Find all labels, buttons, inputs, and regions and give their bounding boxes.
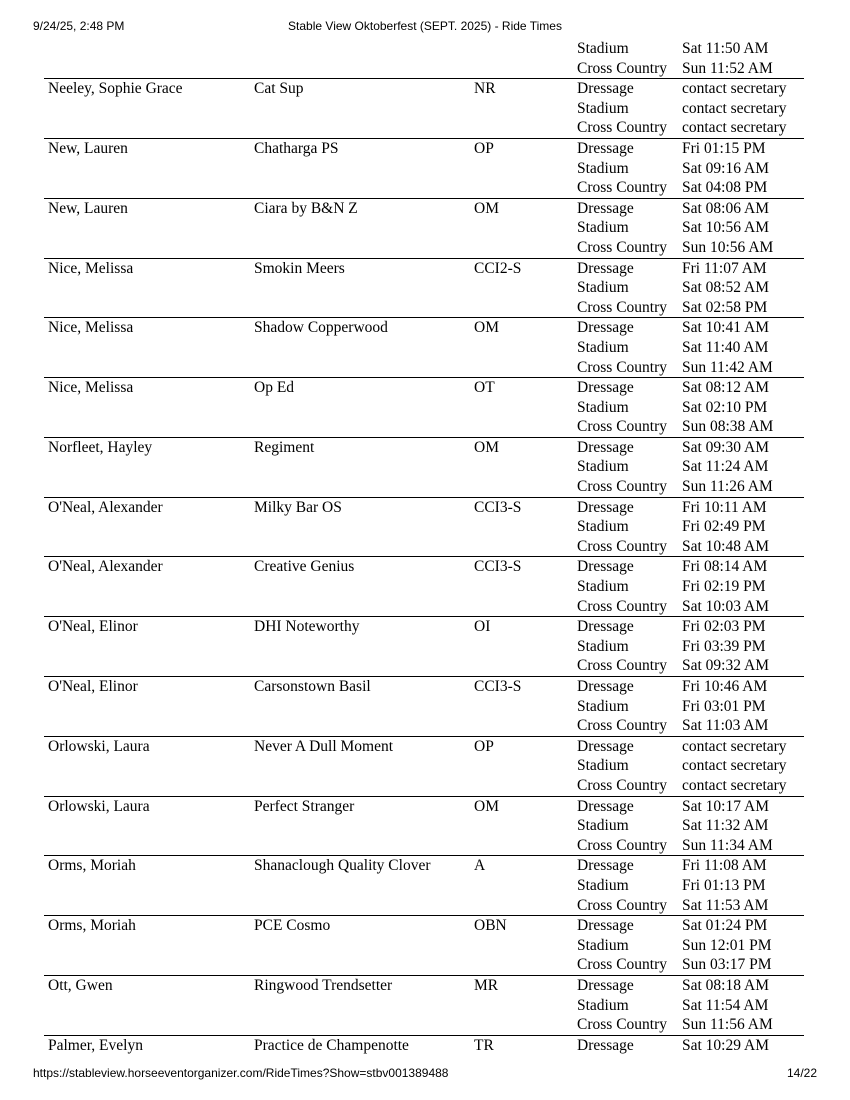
ride-time: Sat 10:41 AM — [682, 319, 769, 337]
ride-time: Sun 11:26 AM — [682, 478, 773, 496]
print-datetime: 9/24/25, 2:48 PM — [33, 19, 125, 33]
rider-name: Palmer, Evelyn — [48, 1036, 143, 1054]
rider-name: Orms, Moriah — [48, 917, 136, 935]
test-name: Dressage — [577, 917, 634, 935]
ride-time: contact secretary — [682, 737, 787, 755]
ride-line — [44, 637, 804, 657]
rider-name: Nice, Melissa — [48, 259, 134, 277]
ride-line — [44, 776, 804, 796]
test-name: Stadium — [577, 398, 629, 416]
test-name: Stadium — [577, 99, 629, 117]
print-url: https://stableview.horseeventorganizer.com/RideTimes?Show=stbv001389488 — [33, 1066, 449, 1080]
test-name: Dressage — [577, 797, 634, 815]
ride-time: Fri 11:08 AM — [682, 857, 767, 875]
ride-time: Sat 11:53 AM — [682, 896, 769, 914]
test-name: Cross Country — [577, 776, 667, 794]
ride-time: Sat 10:17 AM — [682, 797, 769, 815]
division: OP — [474, 139, 494, 157]
test-name: Stadium — [577, 757, 629, 775]
ride-time: Fri 11:07 AM — [682, 259, 767, 277]
test-name: Dressage — [577, 438, 634, 456]
ride-line — [44, 577, 804, 597]
test-name: Dressage — [577, 678, 634, 695]
rider-name: O'Neal, Alexander — [48, 558, 163, 576]
test-name: Stadium — [577, 279, 629, 297]
division: OP — [474, 737, 494, 755]
entry-row — [44, 855, 804, 915]
division: CCI3-S — [474, 498, 522, 516]
ride-time: Sun 11:42 AM — [682, 358, 773, 376]
test-name: Cross Country — [577, 657, 667, 675]
ride-line — [44, 118, 804, 138]
ride-time: Sat 11:54 AM — [682, 996, 769, 1014]
division: CCI2-S — [474, 259, 522, 277]
test-name: Cross Country — [577, 956, 667, 974]
ride-line — [44, 955, 804, 975]
ride-time: Sat 10:29 AM — [682, 1036, 769, 1054]
ride-time: Sat 09:16 AM — [682, 159, 769, 177]
division: OI — [474, 618, 491, 636]
ride-time: Fri 01:15 PM — [682, 139, 766, 157]
ride-line — [44, 79, 804, 99]
ride-line — [44, 218, 804, 238]
ride-line — [44, 856, 804, 876]
ride-time: Sat 08:12 AM — [682, 379, 769, 397]
test-name: Stadium — [577, 697, 629, 715]
ride-time: Sat 08:18 AM — [682, 976, 769, 994]
ride-time: Sat 11:40 AM — [682, 338, 769, 356]
division: A — [474, 857, 486, 875]
print-header — [0, 19, 850, 35]
horse-name: Op Ed — [254, 379, 295, 397]
horse-name: Milky Bar OS — [254, 498, 342, 516]
test-name: Dressage — [577, 259, 634, 277]
ride-line — [44, 238, 804, 258]
horse-name: Practice de Champenotte — [254, 1036, 409, 1054]
ride-time: Sun 11:34 AM — [682, 836, 773, 854]
horse-name: Creative Genius — [254, 558, 355, 576]
ride-line — [44, 1015, 804, 1035]
horse-name: Regiment — [254, 438, 315, 456]
ride-line — [44, 816, 804, 836]
ride-line — [44, 338, 804, 358]
print-footer — [0, 1066, 850, 1082]
test-name: Stadium — [577, 219, 629, 237]
test-name: Stadium — [577, 518, 629, 536]
ride-time: Fri 10:46 AM — [682, 678, 768, 695]
horse-name: Ciara by B&N Z — [254, 199, 358, 217]
ride-time: Sat 02:58 PM — [682, 298, 768, 316]
ride-line — [44, 557, 804, 577]
entry-row — [44, 437, 804, 497]
horse-name: Chatharga PS — [254, 139, 339, 157]
ride-line — [44, 99, 804, 119]
ride-line — [44, 597, 804, 617]
ride-times-table — [44, 39, 804, 1055]
ride-time: Sun 11:56 AM — [682, 1016, 773, 1034]
ride-time: Fri 01:13 PM — [682, 876, 766, 894]
test-name: Stadium — [577, 637, 629, 655]
entries-list — [44, 78, 804, 1055]
horse-name: Carsonstown Basil — [254, 678, 371, 695]
entry-row — [44, 78, 804, 138]
division: OM — [474, 797, 499, 815]
rider-name: Orms, Moriah — [48, 857, 136, 875]
entry-row — [44, 915, 804, 975]
test-name: Dressage — [577, 1036, 634, 1054]
ride-line — [44, 916, 804, 936]
ride-line — [44, 438, 804, 458]
test-name: Cross Country — [577, 597, 667, 615]
ride-time: Sat 11:24 AM — [682, 458, 769, 476]
test-name: Stadium — [577, 578, 629, 596]
ride-time: Fri 02:49 PM — [682, 518, 766, 536]
ride-time: Fri 03:01 PM — [682, 697, 766, 715]
entry-row — [44, 497, 804, 557]
test-name: Cross Country — [577, 59, 667, 77]
test-name: Cross Country — [577, 836, 667, 854]
ride-line — [44, 836, 804, 856]
test-name: Stadium — [577, 159, 629, 177]
ride-line — [44, 996, 804, 1016]
horse-name: DHI Noteworthy — [254, 618, 360, 636]
entry-row — [44, 258, 804, 318]
ride-line — [44, 278, 804, 298]
ride-line — [44, 378, 804, 398]
test-name: Dressage — [577, 319, 634, 337]
rider-name: Neeley, Sophie Grace — [48, 80, 183, 98]
ride-time: Sat 11:50 AM — [682, 40, 769, 57]
test-name: Cross Country — [577, 896, 667, 914]
ride-line — [44, 298, 804, 318]
division: NR — [474, 80, 496, 98]
horse-name: Never A Dull Moment — [254, 737, 394, 755]
ride-time: Sun 08:38 AM — [682, 418, 774, 436]
test-name: Stadium — [577, 936, 629, 954]
horse-name: Shanaclough Quality Clover — [254, 857, 431, 875]
ride-time: Fri 10:11 AM — [682, 498, 767, 516]
horse-name: Perfect Stranger — [254, 797, 355, 815]
ride-line — [44, 477, 804, 497]
ride-line — [44, 677, 804, 697]
page-number: 14/22 — [786, 1066, 817, 1080]
entry-row — [44, 1035, 804, 1056]
ride-time: contact secretary — [682, 757, 787, 775]
test-name: Cross Country — [577, 478, 667, 496]
horse-name: Cat Sup — [254, 80, 304, 98]
entry-row — [44, 676, 804, 736]
ride-line — [44, 896, 804, 916]
division: TR — [474, 1036, 494, 1054]
ride-line — [44, 716, 804, 736]
ride-line — [44, 199, 804, 219]
ride-line — [44, 876, 804, 896]
ride-line — [44, 976, 804, 996]
ride-line — [44, 697, 804, 717]
division: OM — [474, 319, 499, 337]
test-name: Dressage — [577, 498, 634, 516]
horse-name: PCE Cosmo — [254, 917, 331, 935]
entry-row — [44, 616, 804, 676]
ride-line — [44, 737, 804, 757]
test-name: Dressage — [577, 139, 634, 157]
test-name: Dressage — [577, 558, 634, 576]
ride-line — [44, 797, 804, 817]
ride-time: contact secretary — [682, 776, 787, 794]
ride-time: Sun 03:17 PM — [682, 956, 772, 974]
ride-time: Sat 02:10 PM — [682, 398, 768, 416]
division: OT — [474, 379, 495, 397]
ride-time: Sun 11:52 AM — [682, 59, 773, 77]
ride-line — [44, 417, 804, 437]
test-name: Cross Country — [577, 238, 667, 256]
ride-line — [44, 59, 804, 79]
rider-name: O'Neal, Elinor — [48, 618, 138, 636]
test-name: Stadium — [577, 817, 629, 835]
ride-line — [44, 617, 804, 637]
test-name: Stadium — [577, 338, 629, 356]
rider-name: Nice, Melissa — [48, 379, 134, 397]
ride-line — [44, 159, 804, 179]
ride-line — [44, 259, 804, 279]
horse-name: Smokin Meers — [254, 259, 345, 277]
entry-row — [44, 736, 804, 796]
division: CCI3-S — [474, 558, 522, 576]
rider-name: Nice, Melissa — [48, 319, 134, 337]
test-name: Cross Country — [577, 1016, 667, 1034]
test-name: Cross Country — [577, 358, 667, 376]
ride-time: Fri 08:14 AM — [682, 558, 768, 576]
ride-time: contact secretary — [682, 119, 787, 137]
ride-time: Sat 04:08 PM — [682, 179, 768, 197]
ride-time: contact secretary — [682, 80, 787, 98]
test-name: Cross Country — [577, 298, 667, 316]
ride-time: Sat 09:30 AM — [682, 438, 769, 456]
division: OM — [474, 438, 499, 456]
ride-line — [44, 517, 804, 537]
ride-line — [44, 318, 804, 338]
ride-time: Fri 02:19 PM — [682, 578, 766, 596]
ride-time: Sat 10:56 AM — [682, 219, 769, 237]
ride-time: Sat 08:52 AM — [682, 279, 769, 297]
rider-name: Orlowski, Laura — [48, 737, 150, 755]
entry-row — [44, 556, 804, 616]
ride-time: contact secretary — [682, 99, 787, 117]
ride-line — [44, 756, 804, 776]
division: CCI3-S — [474, 678, 522, 695]
ride-line — [44, 656, 804, 676]
test-name: Cross Country — [577, 537, 667, 555]
rider-name: New, Lauren — [48, 139, 128, 157]
ride-time: Fri 02:03 PM — [682, 618, 766, 636]
ride-line — [44, 39, 804, 59]
test-name: Cross Country — [577, 418, 667, 436]
rider-name: O'Neal, Elinor — [48, 678, 138, 695]
rider-name: New, Lauren — [48, 199, 128, 217]
test-name: Dressage — [577, 737, 634, 755]
division: OM — [474, 199, 499, 217]
ride-line — [44, 178, 804, 198]
test-name: Dressage — [577, 379, 634, 397]
horse-name: Ringwood Trendsetter — [254, 976, 393, 994]
ride-time: Sat 08:06 AM — [682, 199, 769, 217]
horse-name: Shadow Copperwood — [254, 319, 388, 337]
ride-time: Fri 03:39 PM — [682, 637, 766, 655]
test-name: Dressage — [577, 857, 634, 875]
ride-line — [44, 358, 804, 378]
test-name: Cross Country — [577, 717, 667, 735]
ride-time: Sat 11:03 AM — [682, 717, 769, 735]
ride-time: Sat 10:48 AM — [682, 537, 769, 555]
division: MR — [474, 976, 499, 994]
test-name: Stadium — [577, 458, 629, 476]
entry-row — [44, 377, 804, 437]
test-name: Stadium — [577, 996, 629, 1014]
rider-name: Orlowski, Laura — [48, 797, 150, 815]
test-name: Dressage — [577, 976, 634, 994]
rider-name: Norfleet, Hayley — [48, 438, 153, 456]
ride-time: Sat 10:03 AM — [682, 597, 769, 615]
entry-row — [44, 138, 804, 198]
ride-line — [44, 398, 804, 418]
ride-time: Sun 10:56 AM — [682, 238, 774, 256]
ride-line — [44, 537, 804, 557]
entry-row — [44, 198, 804, 258]
ride-time: Sat 11:32 AM — [682, 817, 769, 835]
rider-name: O'Neal, Alexander — [48, 498, 163, 516]
test-name: Cross Country — [577, 179, 667, 197]
ride-line — [44, 457, 804, 477]
test-name: Dressage — [577, 80, 634, 98]
continued-rides — [44, 39, 804, 78]
ride-line — [44, 498, 804, 518]
ride-time: Sat 01:24 PM — [682, 917, 768, 935]
test-name: Cross Country — [577, 119, 667, 137]
test-name: Dressage — [577, 618, 634, 636]
entry-row — [44, 796, 804, 856]
ride-time: Sat 09:32 AM — [682, 657, 769, 675]
ride-time: Sun 12:01 PM — [682, 936, 772, 954]
entry-row — [44, 317, 804, 377]
rider-name: Ott, Gwen — [48, 976, 113, 994]
ride-line — [44, 936, 804, 956]
test-name: Stadium — [577, 876, 629, 894]
print-title: Stable View Oktoberfest (SEPT. 2025) - Ride Times — [288, 19, 562, 33]
entry-row — [44, 975, 804, 1035]
division: OBN — [474, 917, 507, 935]
ride-line — [44, 139, 804, 159]
ride-line — [44, 1036, 804, 1056]
test-name: Dressage — [577, 199, 634, 217]
test-name: Stadium — [577, 40, 629, 57]
